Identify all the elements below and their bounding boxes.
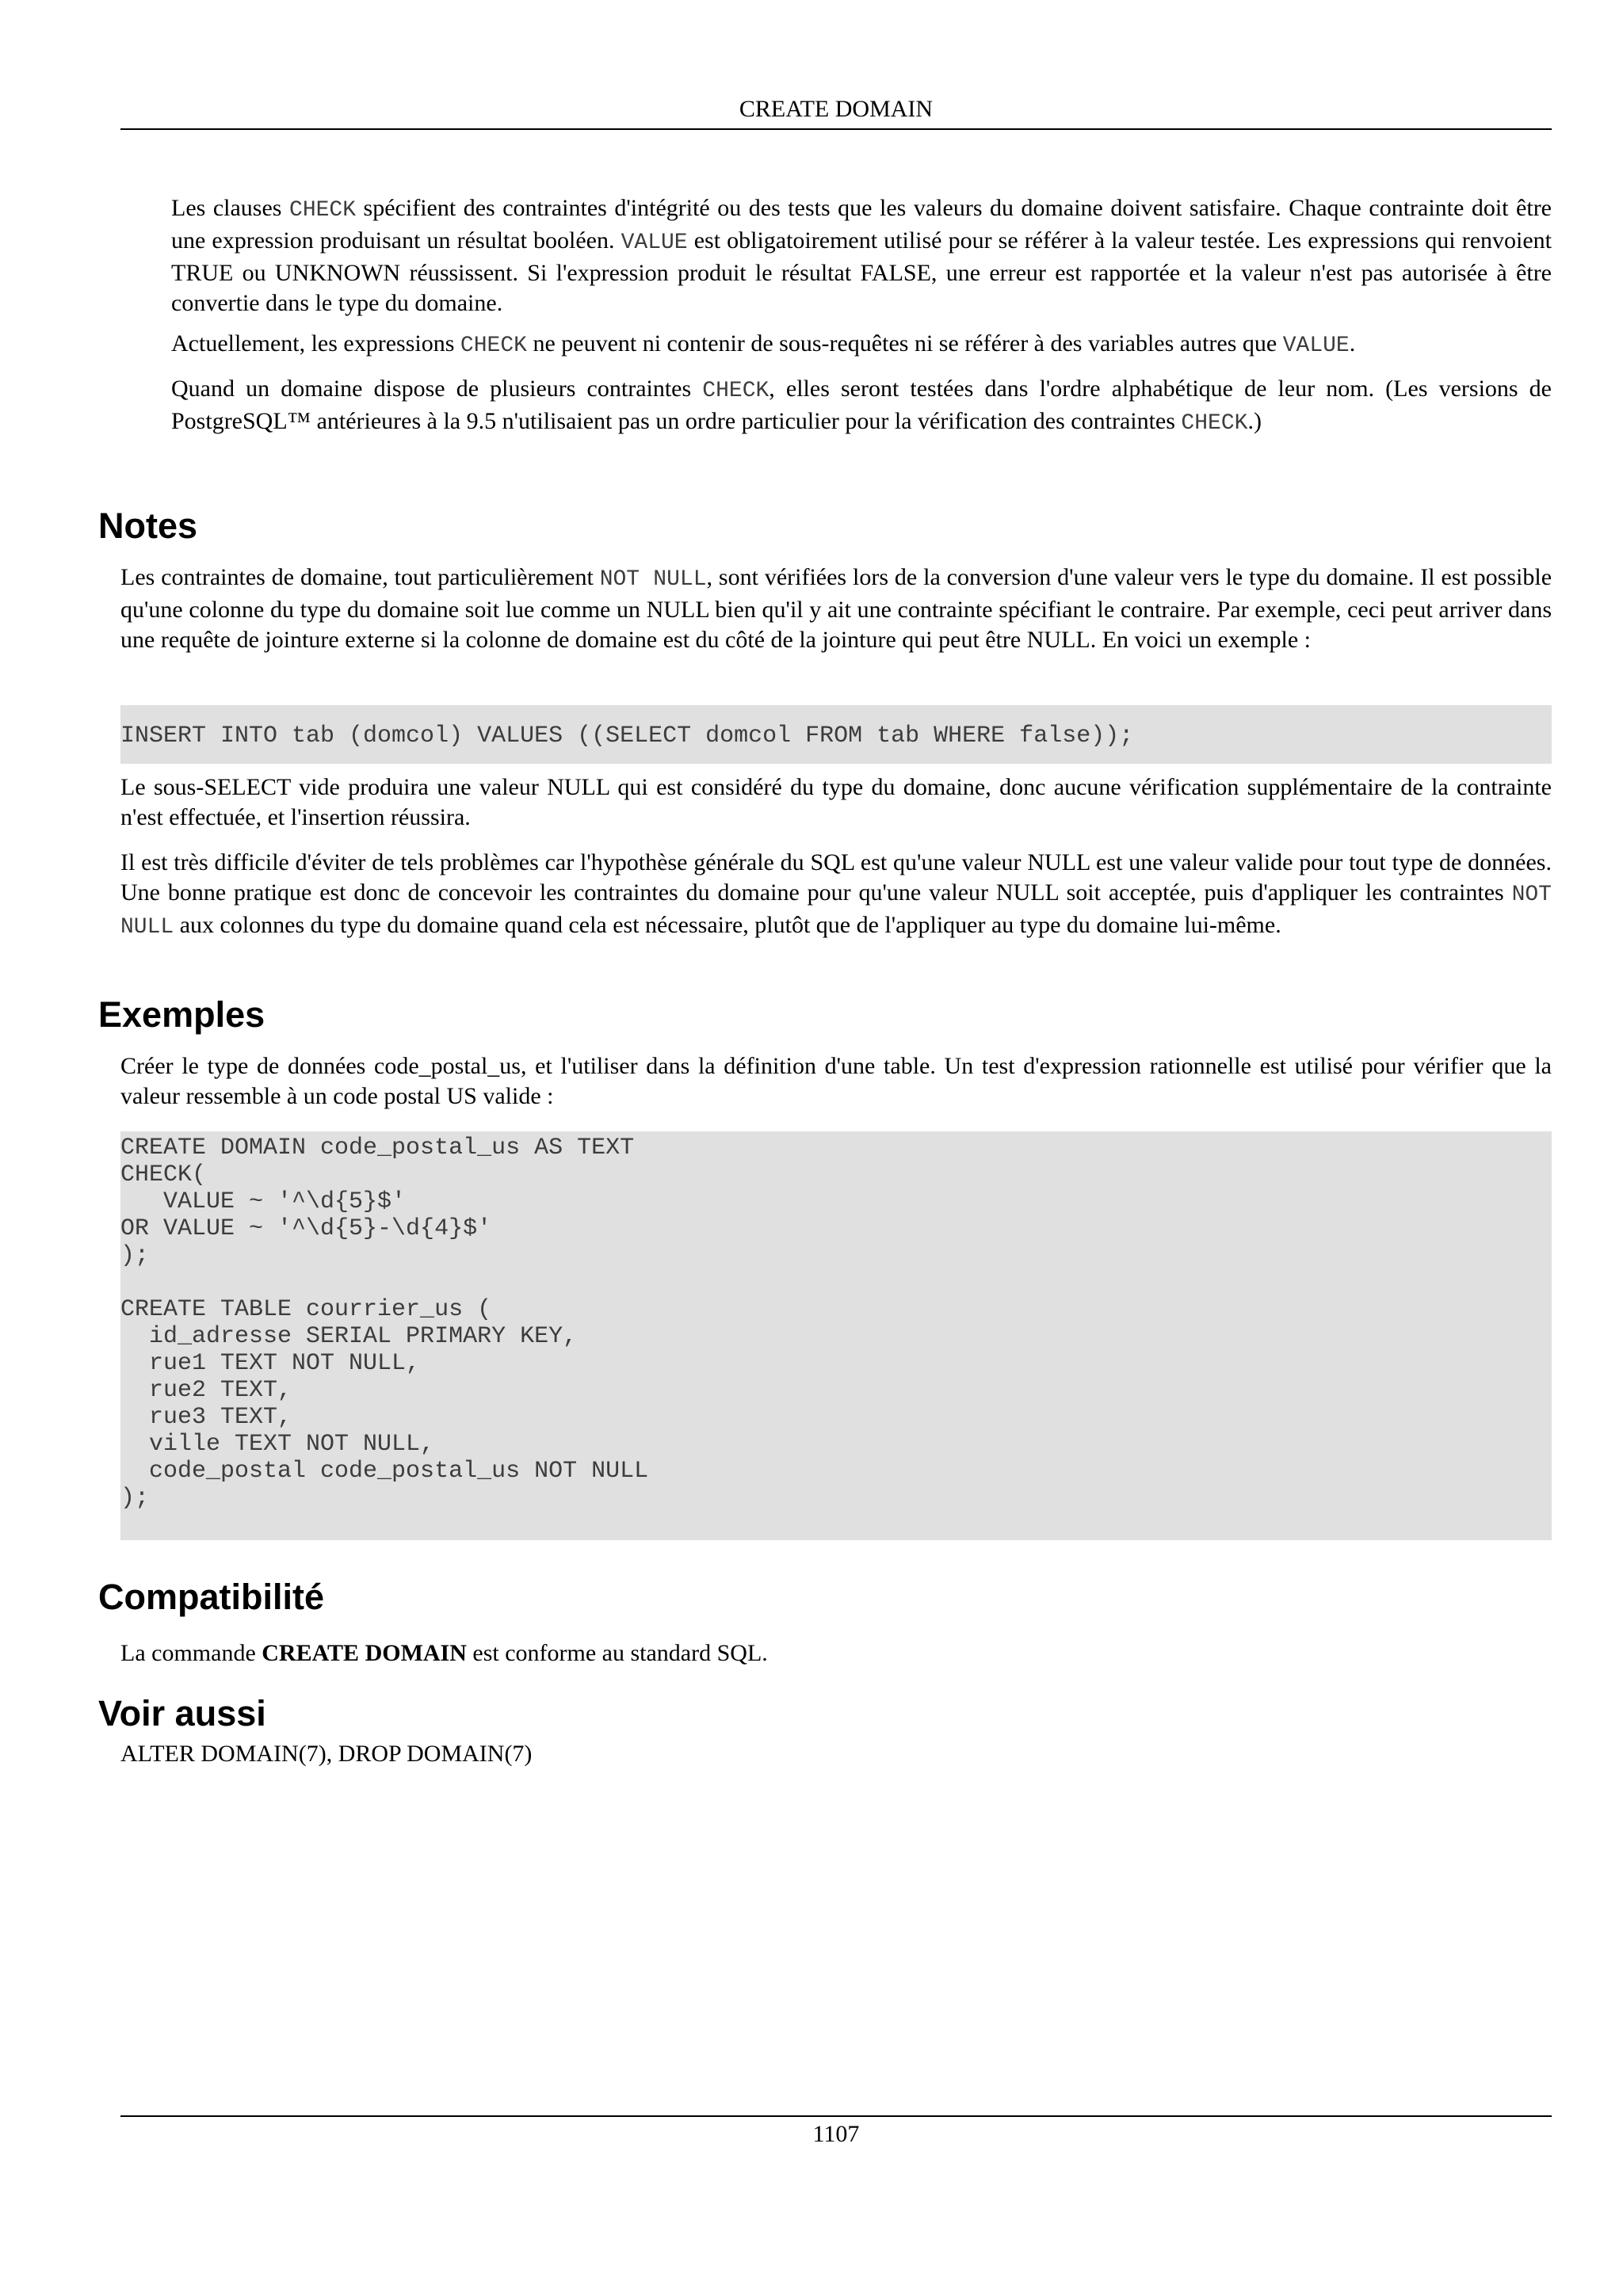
compat-heading: Compatibilité <box>98 1577 325 1617</box>
text: aux colonnes du type du domaine quand cela est nécessaire, plutôt que de l'appliquer au type du domaine lui-même. <box>174 912 1281 938</box>
notes-paragraph-3 <box>120 848 1552 943</box>
literal-value: VALUE <box>621 231 688 255</box>
see-also-links: ALTER DOMAIN(7), DROP DOMAIN(7) <box>120 1741 533 1767</box>
check-paragraph-3 <box>171 374 1552 439</box>
literal-not-null: NOT NULL <box>120 883 1552 940</box>
text: Il est très difficile d'éviter de tels problèmes car l'hypothèse générale du SQL est qu'une valeur NULL est une valeur valide pour tout type de données. Une bonne pratique est donc de concevoir les contraintes du domaine pour qu'une valeur NULL soit acceptée, puis d'appliquer les contraintes <box>120 849 1552 906</box>
text: Les contraintes de domaine, tout particulièrement <box>120 564 600 590</box>
page-footer <box>120 2115 1552 2150</box>
page-number: 1107 <box>812 2121 860 2147</box>
text: . <box>1349 330 1356 357</box>
literal-value: VALUE <box>1282 334 1350 358</box>
notes-code-block: INSERT INTO tab (domcol) VALUES ((SELECT domcol FROM tab WHERE false)); <box>120 705 1552 764</box>
check-paragraph-1 <box>171 193 1552 318</box>
text: La commande <box>120 1640 262 1666</box>
see-also-heading: Voir aussi <box>98 1693 266 1733</box>
text: , sont vérifiées lors de la conversion d'une valeur vers le type du domaine. Il est possible qu'une colonne du type du domaine soit lue comme un NULL bien qu'il y ait une contrainte spécifiant le contraire. Par exemple, ceci peut arriver dans une requête de jointure externe si la colonne de domaine est du côté de la jointure qui peut être NULL. En voici un exemple : <box>120 564 1552 653</box>
examples-paragraph: Créer le type de données code_postal_us, et l'utiliser dans la définition d'une table. Un test d'expression rationnelle est utilisé pour vérifier que la valeur ressemble à un code postal US valide : <box>120 1053 1552 1109</box>
page-header-title: CREATE DOMAIN <box>739 96 934 122</box>
page-header <box>120 93 1552 130</box>
compat-paragraph <box>120 1638 1552 1669</box>
notes-paragraph-2: Le sous-SELECT vide produira une valeur NULL qui est considéré du type du domaine, donc aucune vérification supplémentaire de la contrainte n'est effectuée, et l'insertion réussira. <box>120 774 1552 830</box>
text: Actuellement, les expressions <box>171 330 460 357</box>
literal-check: CHECK <box>460 334 527 358</box>
literal-check: CHECK <box>1181 411 1248 436</box>
literal-not-null: NOT NULL <box>599 567 707 592</box>
notes-paragraph-1 <box>120 563 1552 655</box>
text: est obligatoirement utilisé pour se référer à la valeur testée. Les expressions qui renvoient TRUE ou UNKNOWN réussissent. Si l'expression produit le résultat FALSE, une erreur est rapportée et la valeur n'est pas autorisée à être convertie dans le type du domaine. <box>171 227 1552 316</box>
literal-check: CHECK <box>702 379 769 403</box>
text: .) <box>1247 408 1262 434</box>
text: ne peuvent ni contenir de sous-requêtes ni se référer à des variables autres que <box>526 330 1283 357</box>
text: Les clauses <box>171 195 290 221</box>
examples-heading: Exemples <box>98 994 265 1035</box>
examples-code-block: CREATE DOMAIN code_postal_us AS TEXT CHECK( VALUE ~ '^\d{5}$' OR VALUE ~ '^\d{5}-\d{4}$' ); CREATE TABLE courrier_us ( id_adresse SERIAL PRIMARY KEY, rue1 TEXT NOT NULL, rue2 TEXT, rue3 TEXT, ville TEXT NOT NULL, code_postal code_postal_us NOT NULL ); <box>120 1131 1552 1540</box>
command-name: CREATE DOMAIN <box>262 1640 467 1666</box>
text: est conforme au standard SQL. <box>466 1640 768 1666</box>
text: spécifient des contraintes d'intégrité ou des tests que les valeurs du domaine doivent satisfaire. Chaque contrainte doit être une expression produisant un résultat booléen. <box>171 195 1552 254</box>
literal-check: CHECK <box>289 198 357 223</box>
notes-heading: Notes <box>98 505 198 546</box>
text: Quand un domaine dispose de plusieurs contraintes <box>171 376 703 402</box>
text: , elles seront testées dans l'ordre alphabétique de leur nom. (Les versions de PostgreSQL™ antérieures à la 9.5 n'utilisaient pas un ordre particulier pour la vérification des contraintes <box>171 376 1552 434</box>
check-paragraph-2 <box>171 329 1552 361</box>
